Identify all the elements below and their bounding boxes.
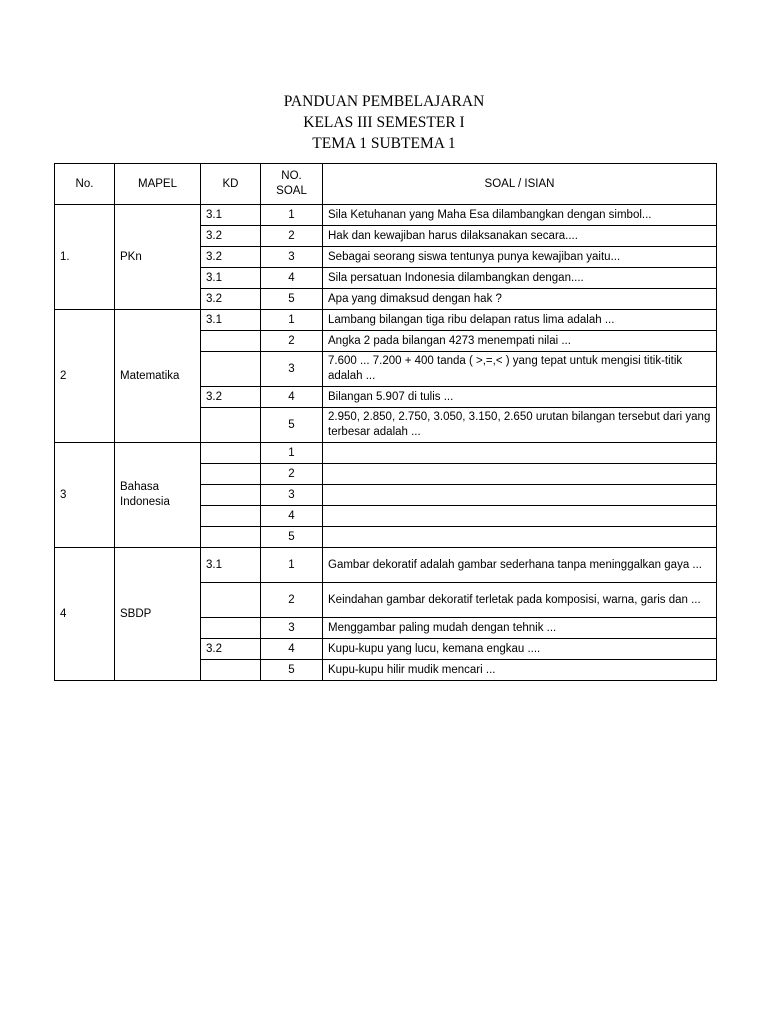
question-number: 4 [261,506,323,527]
document-header [0,91,768,154]
subject-number: 3 [55,443,115,548]
subject-name: Bahasa Indonesia [115,443,201,548]
kd-cell [201,527,261,548]
kd-cell: 3.1 [201,268,261,289]
kd-cell: 3.2 [201,387,261,408]
column-header-kd: KD [201,164,261,205]
table-row [55,548,717,583]
question-text: Angka 2 pada bilangan 4273 menempati nilai ... [323,331,717,352]
subject-name: SBDP [115,548,201,681]
kd-cell [201,618,261,639]
column-header-no-soal [261,164,323,205]
question-number: 2 [261,583,323,618]
question-text: Lambang bilangan tiga ribu delapan ratus lima adalah ... [323,310,717,331]
question-text: Apa yang dimaksud dengan hak ? [323,289,717,310]
table-row [55,205,717,226]
question-text [323,485,717,506]
subject-number: 1. [55,205,115,310]
question-number: 3 [261,485,323,506]
column-header-no-soal-line2: SOAL [276,185,307,197]
question-text [323,443,717,464]
question-text: Sila Ketuhanan yang Maha Esa dilambangkan dengan simbol... [323,205,717,226]
column-header-no-soal-line1: NO. [281,170,302,182]
kd-cell [201,660,261,681]
table-header-row [55,164,717,205]
kd-cell: 3.1 [201,310,261,331]
kd-cell [201,331,261,352]
question-number: 5 [261,527,323,548]
kd-cell: 3.2 [201,639,261,660]
question-number: 4 [261,639,323,660]
subject-number: 4 [55,548,115,681]
question-number: 1 [261,548,323,583]
question-number: 3 [261,247,323,268]
question-text: Gambar dekoratif adalah gambar sederhana tanpa meninggalkan gaya ... [323,548,717,583]
question-text [323,464,717,485]
subject-name: PKn [115,205,201,310]
question-text: Menggambar paling mudah dengan tehnik ... [323,618,717,639]
kd-cell [201,443,261,464]
kd-cell: 3.2 [201,289,261,310]
kd-cell [201,506,261,527]
question-number: 1 [261,443,323,464]
table-row [55,310,717,331]
question-number: 2 [261,226,323,247]
question-number: 1 [261,310,323,331]
kd-cell: 3.1 [201,205,261,226]
question-number: 5 [261,660,323,681]
question-number: 5 [261,408,323,443]
column-header-mapel: MAPEL [115,164,201,205]
document-title: PANDUAN PEMBELAJARAN [283,93,485,110]
question-text [323,506,717,527]
kd-cell [201,464,261,485]
kd-cell: 3.1 [201,548,261,583]
column-header-soal-isian: SOAL / ISIAN [323,164,717,205]
kd-cell [201,583,261,618]
column-header-no: No. [55,164,115,205]
question-number: 3 [261,352,323,387]
question-number: 4 [261,268,323,289]
question-text: Sebagai seorang siswa tentunya punya kewajiban yaitu... [323,247,717,268]
question-number: 2 [261,464,323,485]
kd-cell [201,352,261,387]
question-table [54,163,717,681]
kd-cell [201,485,261,506]
question-text: 7.600 ... 7.200 + 400 tanda ( >,=,< ) yang tepat untuk mengisi titik-titik adalah ... [323,352,717,387]
question-number: 3 [261,618,323,639]
question-number: 4 [261,387,323,408]
question-text: 2.950, 2.850, 2.750, 3.050, 3.150, 2.650 urutan bilangan tersebut dari yang terbesar adalah ... [323,408,717,443]
theme-subtheme-line: TEMA 1 SUBTEMA 1 [312,135,456,152]
question-number: 1 [261,205,323,226]
class-semester-line: KELAS III SEMESTER I [303,114,465,131]
table-row [55,443,717,464]
question-text: Bilangan 5.907 di tulis ... [323,387,717,408]
question-text: Hak dan kewajiban harus dilaksanakan secara.... [323,226,717,247]
kd-cell: 3.2 [201,247,261,268]
kd-cell: 3.2 [201,226,261,247]
question-number: 5 [261,289,323,310]
subject-number: 2 [55,310,115,443]
question-text [323,527,717,548]
question-number: 2 [261,331,323,352]
question-text: Keindahan gambar dekoratif terletak pada komposisi, warna, garis dan ... [323,583,717,618]
kd-cell [201,408,261,443]
question-text: Kupu-kupu hilir mudik mencari ... [323,660,717,681]
question-text: Sila persatuan Indonesia dilambangkan dengan.... [323,268,717,289]
question-text: Kupu-kupu yang lucu, kemana engkau .... [323,639,717,660]
subject-name: Matematika [115,310,201,443]
